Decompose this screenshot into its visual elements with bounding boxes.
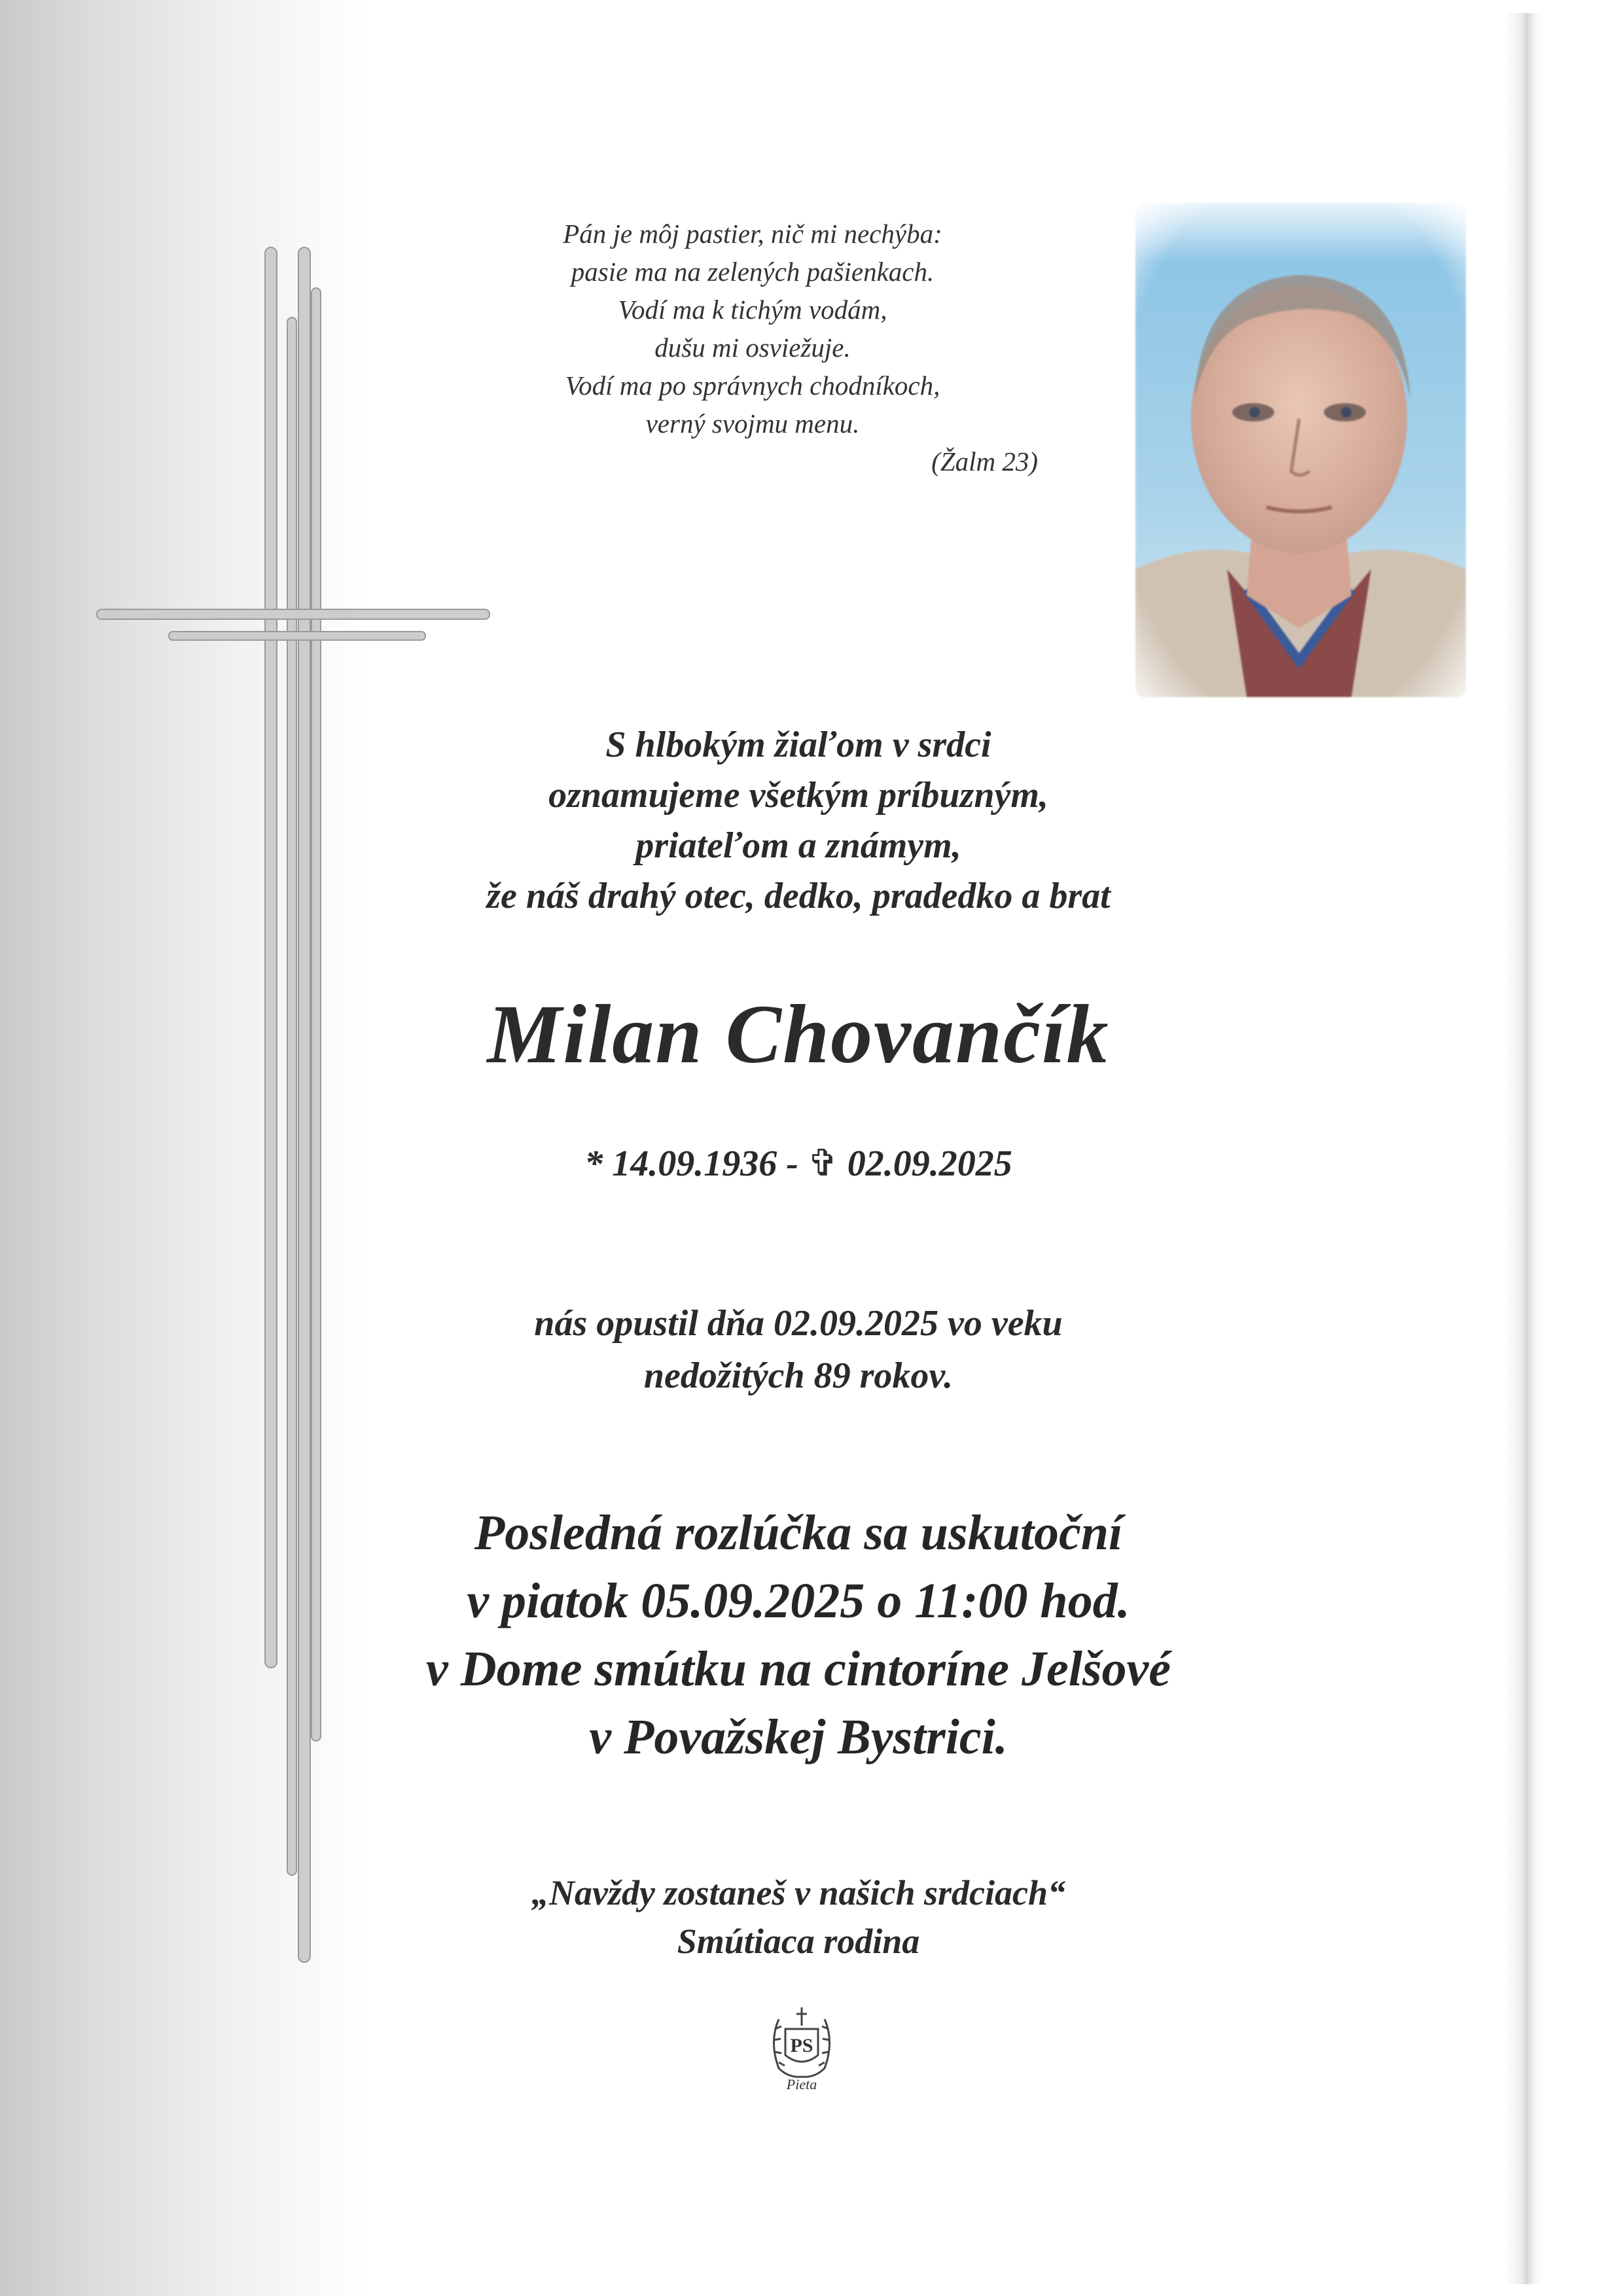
closing-message (327, 1869, 1270, 1965)
portrait-photo (1135, 203, 1466, 697)
farewell-line: v Dome smútku na cintoríne Jelšové (426, 1641, 1171, 1696)
psalm-line: Pán je môj pastier, nič mi nechýba: (563, 219, 942, 249)
age-statement (327, 1297, 1270, 1402)
intro-line: priateľom a známym, (635, 825, 961, 866)
intro-line: že náš drahý otec, dedko, pradedko a brat (486, 876, 1111, 916)
page-edge-fold (1505, 13, 1544, 2284)
psalm-line: verný svojmu menu. (645, 408, 860, 439)
closing-quote: „Navždy zostaneš v našich srdciach“ (531, 1873, 1065, 1912)
psalm-line: pasie ma na zelených pašienkach. (571, 257, 935, 287)
funeral-details (327, 1499, 1270, 1771)
psalm-line: Vodí ma po správnych chodníkoch, (565, 370, 940, 401)
life-dates (327, 1141, 1270, 1187)
age-line: nedožitých 89 rokov. (643, 1355, 954, 1396)
date-separator: - (786, 1143, 798, 1184)
death-date: 02.09.2025 (847, 1143, 1012, 1184)
intro-line: oznamujeme všetkým príbuzným, (548, 775, 1048, 816)
age-line: nás opustil dňa 02.09.2025 vo veku (534, 1303, 1063, 1344)
announcement-intro (327, 720, 1270, 922)
logo-monogram: PS (790, 2035, 813, 2056)
birth-prefix: * (584, 1143, 603, 1184)
logo-label: Pieta (786, 2076, 817, 2092)
death-cross-icon: ✞ (807, 1143, 838, 1184)
farewell-line: Posledná rozlúčka sa uskutoční (474, 1505, 1123, 1560)
psalm-line: Vodí ma k tichým vodám, (618, 295, 887, 325)
farewell-line: v piatok 05.09.2025 o 11:00 hod. (467, 1573, 1130, 1628)
psalm-quote (458, 215, 1047, 480)
psalm-reference: (Žalm 23) (931, 446, 1038, 476)
birth-date: 14.09.1936 (612, 1143, 777, 1184)
deceased-name: Milan Chovančík (487, 988, 1110, 1081)
closing-signature: Smútiaca rodina (677, 1922, 920, 1961)
psalm-line: dušu mi osviežuje. (654, 332, 851, 363)
farewell-line: v Považskej Bystrici. (589, 1710, 1008, 1765)
intro-line: S hlbokým žiaľom v srdci (605, 725, 991, 765)
